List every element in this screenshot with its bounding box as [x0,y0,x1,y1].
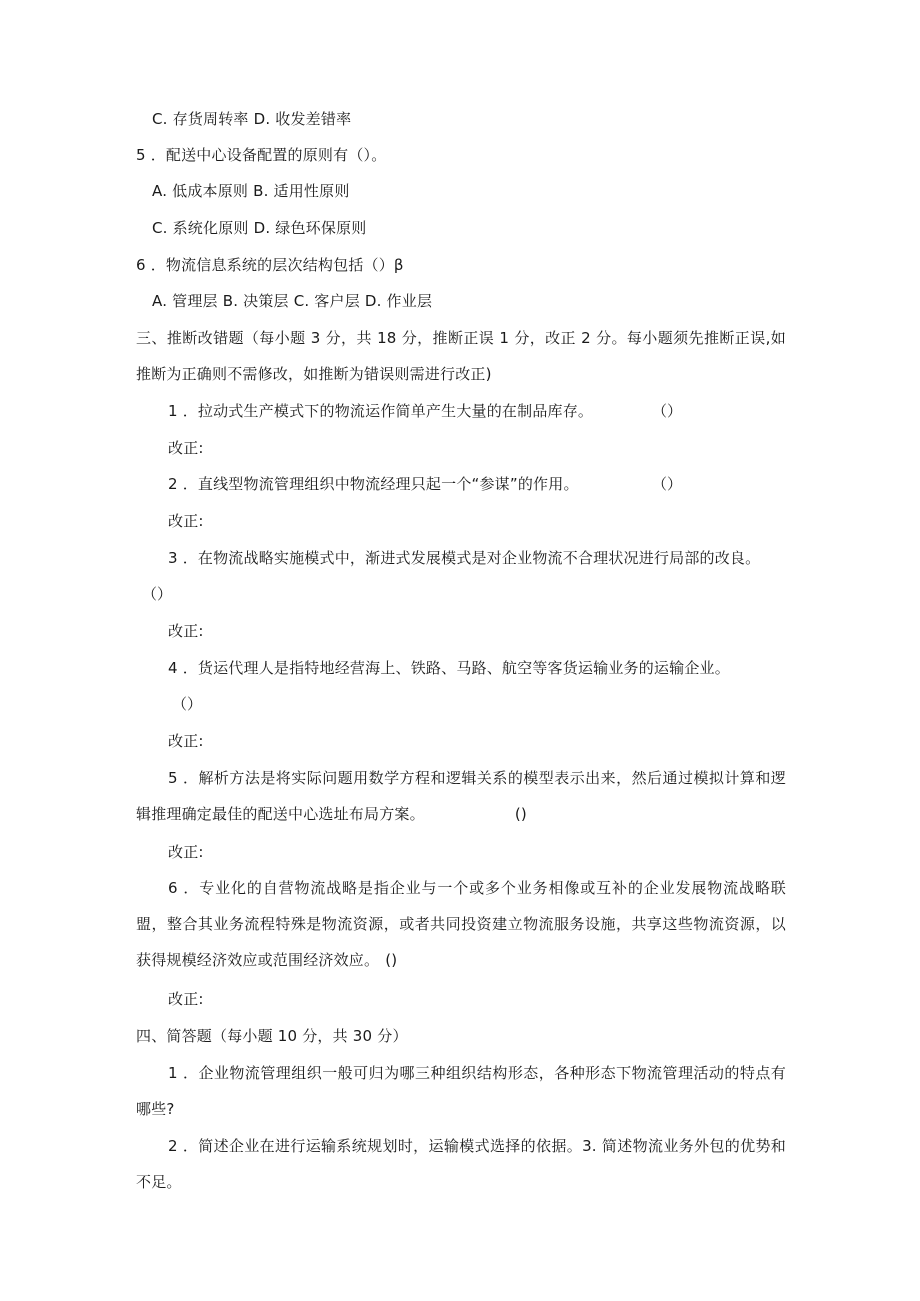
correction-label-4: 改正: [168,732,204,750]
correction-label-3: 改正: [168,622,204,640]
correction-label-6: 改正: [168,990,204,1008]
correction-label-2: 改正: [168,512,204,530]
short-answer-2: 2 ．简述企业在进行运输系统规划时，运输模式选择的依据。3. 简述物流业务外包的优势和不足。 [136,1137,786,1191]
judge-item-5-text: 5 ．解析方法是将实际问题用数学方程和逻辑关系的模型表示出来，然后通过模拟计算和逻辑推理确定最佳的配送中心选址布局方案。 [136,769,786,823]
short-answer-1: 1 ．企业物流管理组织一般可归为哪三种组织结构形态，各种形态下物流管理活动的特点有哪些? [136,1064,786,1118]
correction-label-5: 改正: [168,843,204,861]
judge-item-2-mark: （） [652,475,683,493]
section4-heading: 四、简答题（每小题 10 分，共 30 分） [136,1027,408,1045]
judge-item-4-mark: （） [172,695,203,713]
q5-stem: 5 ．配送中心设备配置的原则有（）。 [136,146,387,164]
q4-options-cd: C. 存货周转率 D. 收发差错率 [152,110,352,128]
correction-label-1: 改正: [168,439,204,457]
judge-item-6 [136,870,786,978]
judge-item-5 [136,760,786,832]
judge-item-1: 1 ．拉动式生产模式下的物流运作简单产生大量的在制品库存。 [168,402,594,420]
section3-heading: 三、推断改错题（每小题 3 分，共 18 分，推断正误 1 分，改正 2 分。每小题须先推断正误,如推断为正确则不需修改，如推断为错误则需进行改正) [136,329,786,383]
q6-stem: 6 ．物流信息系统的层次结构包括（）β [136,256,404,274]
judge-item-6-text: 6 ．专业化的自营物流战略是指企业与一个或多个业务相像或互补的企业发展物流战略联盟，整合其业务流程特殊是物流资源，或者共同投资建立物流服务设施，共享这些物流资源，以获得规模经济效应或范围经济效应。 [136,879,786,969]
judge-item-1-mark: （） [652,402,683,420]
judge-item-3-mark: （） [142,585,173,603]
judge-item-6-mark: () [385,951,398,969]
q6-options: A. 管理层 B. 决策层 C. 客户层 D. 作业层 [152,292,433,310]
judge-item-4: 4 ．货运代理人是指特地经营海上、铁路、马路、航空等客货运输业务的运输企业。 [168,659,730,677]
judge-item-5-mark: () [514,805,527,823]
judge-item-2: 2 ．直线型物流管理组织中物流经理只起一个“参谋”的作用。 [168,475,579,493]
judge-item-3: 3 ．在物流战略实施模式中，渐进式发展模式是对企业物流不合理状况进行局部的改良。 [168,549,761,567]
q5-options-ab: A. 低成本原则 B. 适用性原则 [152,182,350,200]
q5-options-cd: C. 系统化原则 D. 绿色环保原则 [152,219,367,237]
